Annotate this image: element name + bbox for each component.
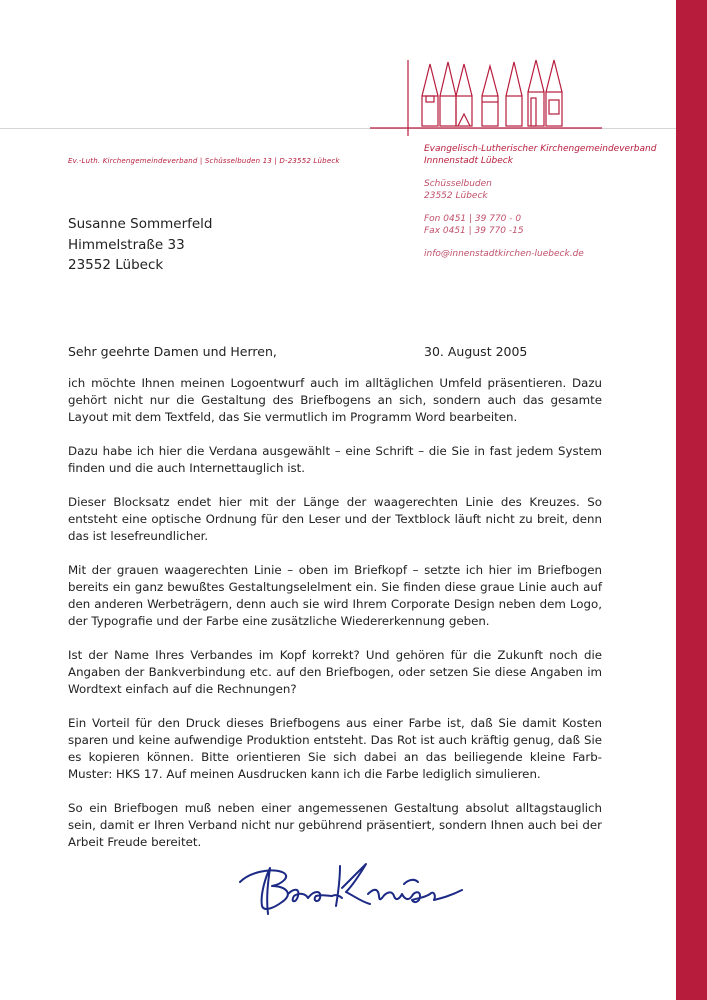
recipient-street: Himmelstraße 33 [68, 236, 185, 253]
org-fax: Fax 0451 | 39 770 -15 [424, 225, 524, 236]
org-phone: Fon 0451 | 39 770 - 0 [424, 214, 522, 224]
contact-block [424, 144, 656, 273]
letter-date: 30. August 2005 [424, 344, 528, 359]
sender-return-address: Ev.-Luth. Kirchengemeindeverband | Schüsselbuden 13 | D-23552 Lübeck [68, 157, 340, 165]
recipient-address [68, 214, 213, 276]
church-spires-cross-icon [368, 58, 636, 138]
letter-body [68, 375, 602, 868]
org-email[interactable]: info@innenstadtkirchen-luebeck.de [424, 249, 584, 259]
recipient-city: 23552 Lübeck [68, 257, 164, 273]
org-street: Schüsselbuden [424, 179, 492, 189]
body-paragraph: So ein Briefbogen muß neben einer angemessenen Gestaltung absolut alltagstauglich sein, damit er Ihren Verband nicht nur gebührend präsentiert, sondern Ihnen auch bei der Arbeit Freude bereitet. [68, 801, 602, 849]
brand-side-bar [676, 0, 707, 1000]
body-paragraph: ich möchte Ihnen meinen Logoentwurf auch im alltäglichen Umfeld präsentieren. Dazu gehört nicht nur die Gestaltung des Briefbogens an sich, sondern auch das gesamte Layout mit dem Textfeld, das Sie vermutlich im Programm Word bearbeiten. [68, 376, 602, 424]
handwritten-signature [236, 854, 486, 920]
body-paragraph: Ist der Name Ihres Verbandes im Kopf korrekt? Und gehören für die Zukunft noch die Angaben der Bankverbindung etc. auf den Briefbogen, oder setzen Sie diese Angaben im Wordtext einfach auf die Rechnungen? [68, 648, 602, 696]
salutation: Sehr geehrte Damen und Herren, [68, 344, 277, 359]
body-paragraph: Dazu habe ich hier die Verdana ausgewählt – eine Schrift – die Sie in fast jedem System finden und die auch Internettauglich ist. [68, 444, 602, 475]
recipient-name: Susanne Sommerfeld [68, 216, 213, 232]
body-paragraph: Dieser Blocksatz endet hier mit der Länge der waagerechten Linie des Kreuzes. So entsteht eine optische Ordnung für den Leser und der Textblock läuft nicht zu breit, denn das ist lesefreundlicher. [68, 495, 602, 543]
body-paragraph: Mit der grauen waagerechten Linie – oben im Briefkopf – setzte ich hier im Briefbogen bereits ein ganz bewußtes Gestaltungselelment ein. Sie finden diese graue Linie auch auf den anderen Werbeträgern, denn auch sie wird Ihrem Corporate Design neben dem Logo, der Typografie und der Farbe eine zusätzliche Wiedererkennung geben. [68, 563, 602, 628]
org-city: 23552 Lübeck [424, 190, 488, 201]
org-name-line2: Innnenstadt Lübeck [424, 155, 513, 166]
body-paragraph: Ein Vorteil für den Druck dieses Briefbogens aus einer Farbe ist, daß Sie damit Kosten sparen und keine aufwendige Produktion entsteht. Das Rot ist auch kräftig genug, daß Sie es kopieren können. Bitte orientieren Sie sich dabei an das beiliegende kleine Farb-Muster: HKS 17. Auf meinen Ausdrucken kann ich die Farbe lediglich simulieren. [68, 716, 602, 781]
org-name-line1: Evangelisch-Lutherischer Kirchengemeindeverband [424, 144, 657, 154]
